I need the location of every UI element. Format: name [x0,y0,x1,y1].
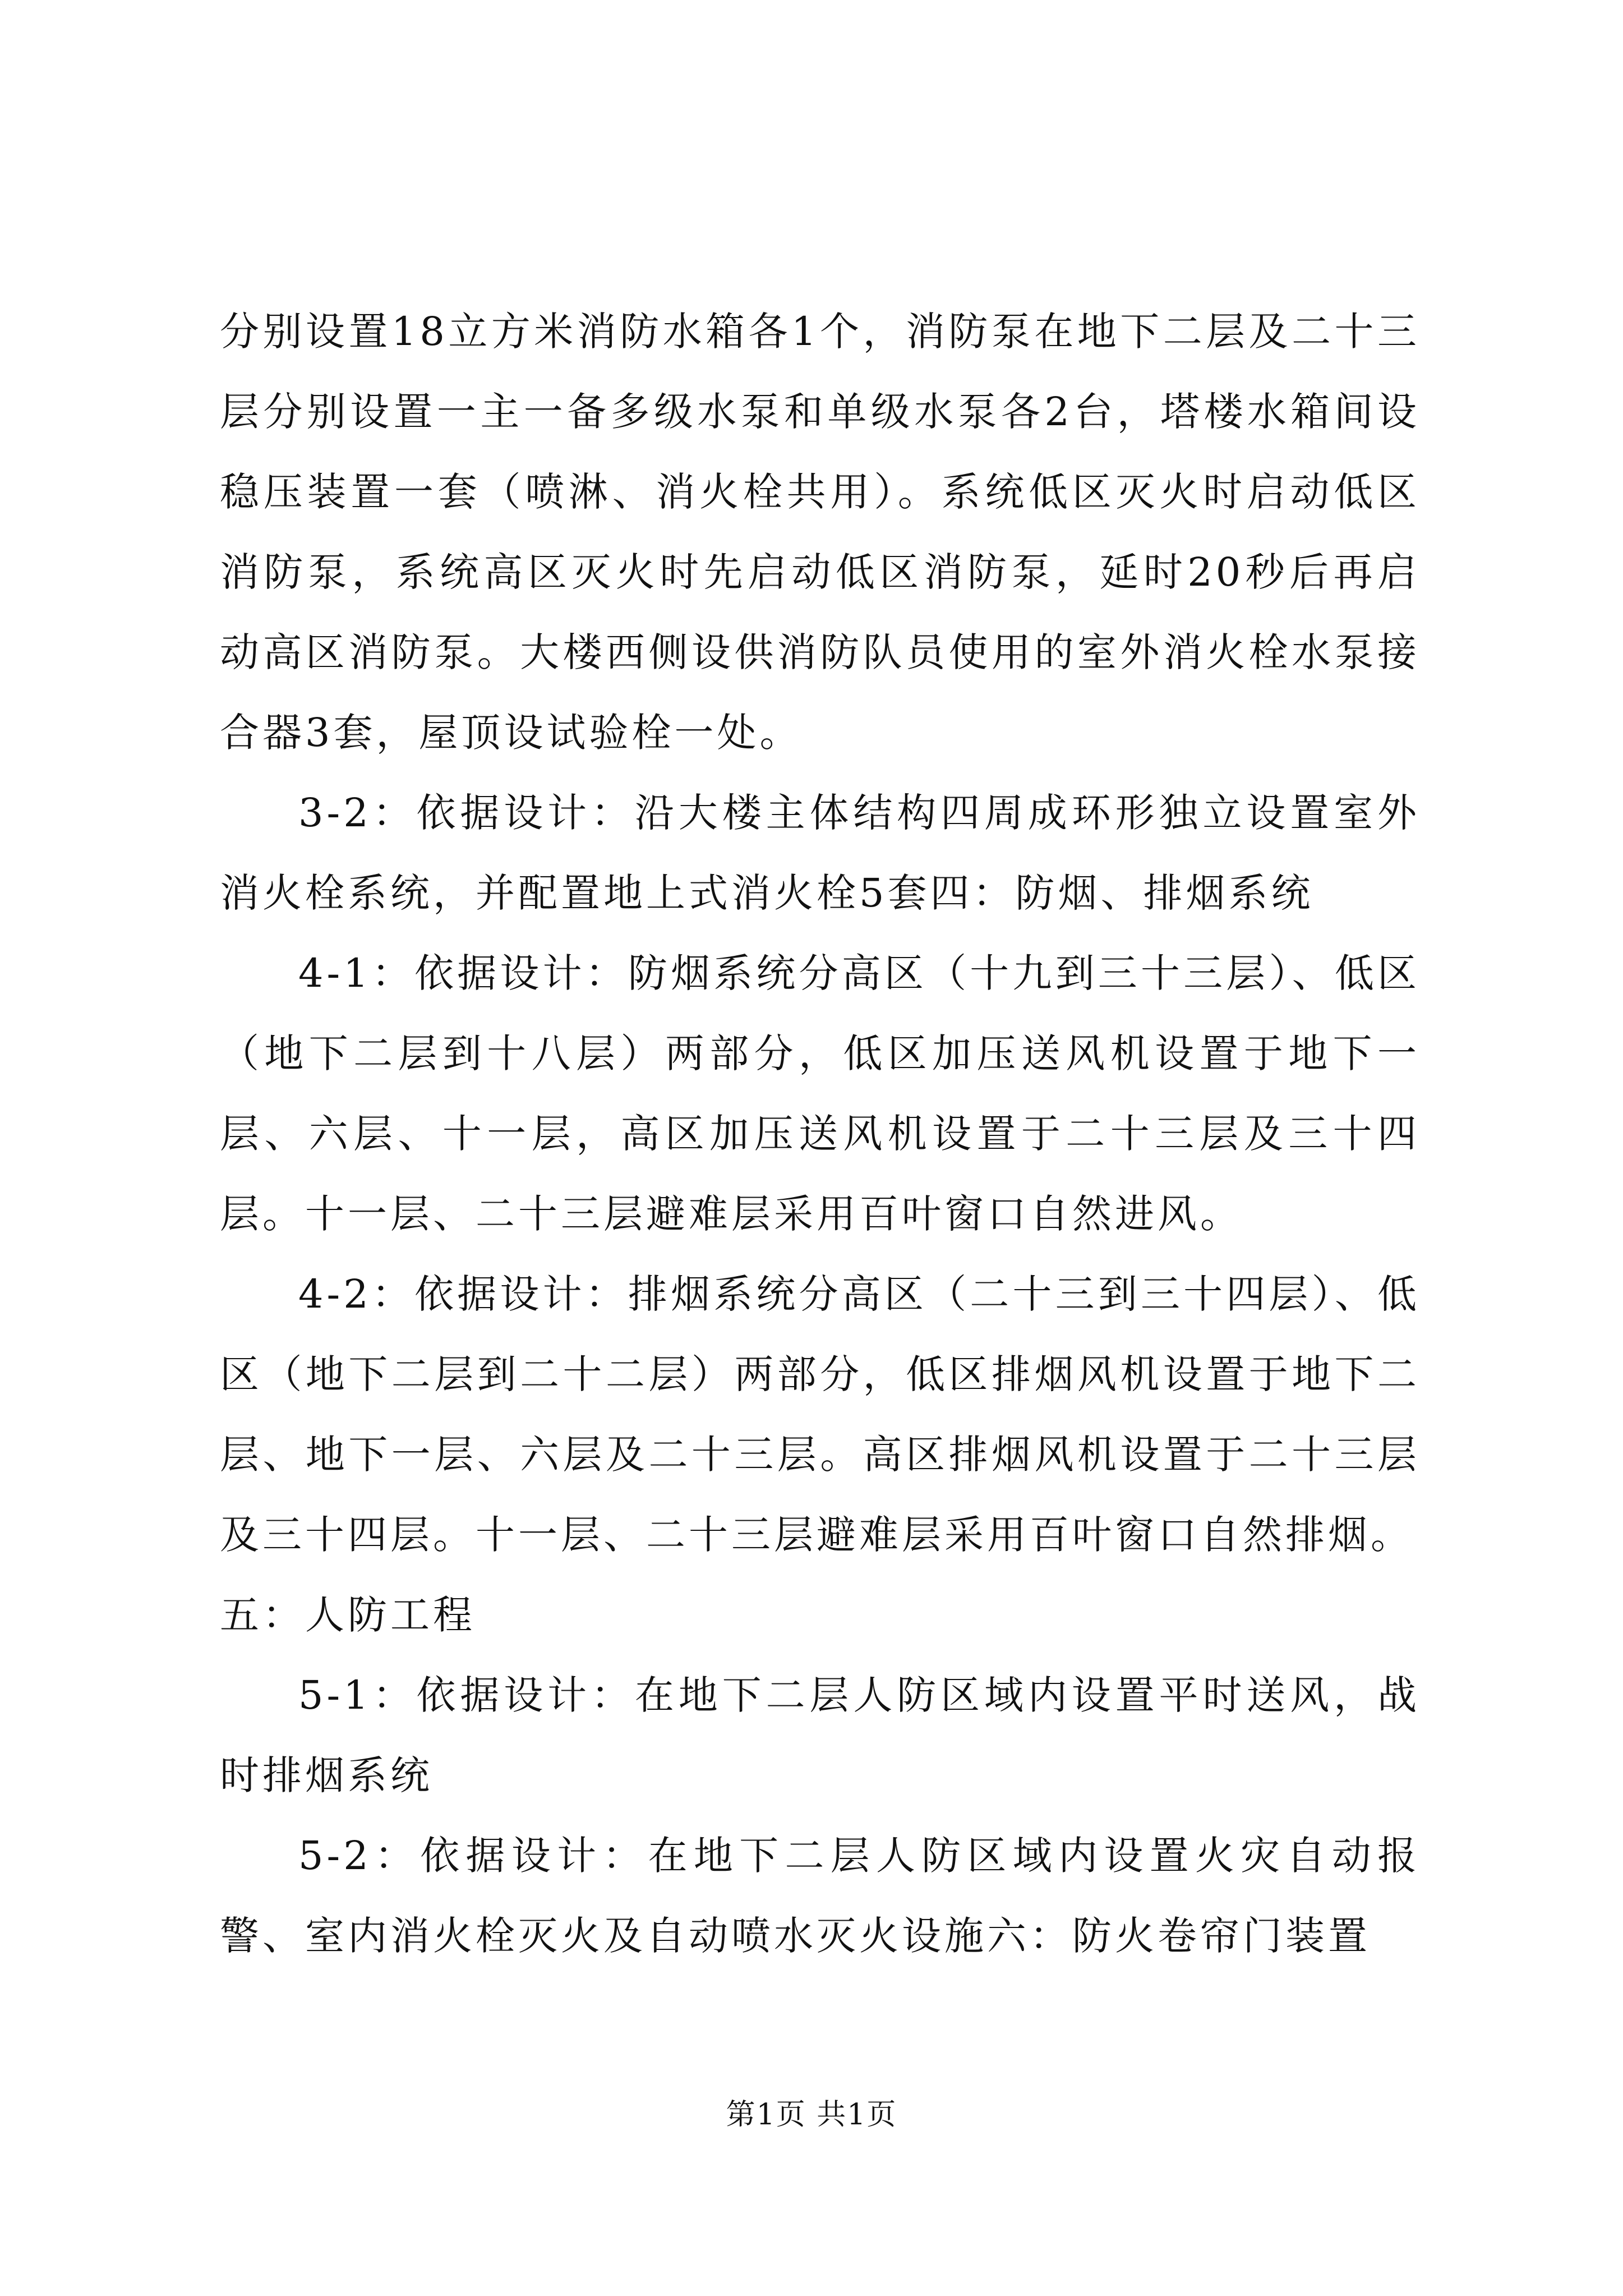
paragraph-fire-water-system: 分别设置18立方米消防水箱各1个，消防泵在地下二层及二十三层分别设置一主一备多级水泵和单级水泵各2台，塔楼水箱间设稳压装置一套（喷淋、消火栓共用）。系统低区灭火时启动低区消防泵，系统高区灭火时先启动低区消防泵，延时20秒后再启动高区消防泵。大楼西侧设供消防队员使用的室外消火栓水泵接合器3套，屋顶设试验栓一处。 [220,309,1420,756]
document-body [220,292,1420,1976]
paragraph-5-1: 5-1：依据设计：在地下二层人防区域内设置平时送风，战时排烟系统 [220,1672,1420,1798]
paragraph-4-2: 4-2：依据设计：排烟系统分高区（二十三到三十四层）、低区（地下二层到二十二层）两部分，低区排烟风机设置于地下二层、地下一层、六层及二十三层。高区排烟风机设置于二十三层及三十四层。十一层、二十三层避难层采用百叶窗口自然排烟。 [220,1271,1420,1558]
section-heading-civil-defense: 五：人防工程 [220,1592,476,1638]
paragraph-5-2: 5-2：依据设计：在地下二层人防区域内设置火灾自动报警、室内消火栓灭火及自动喷水灭火设施六：防火卷帘门装置 [220,1833,1420,1959]
paragraph-4-1: 4-1：依据设计：防烟系统分高区（十九到三十三层）、低区（地下二层到十八层）两部分，低区加压送风机设置于地下一层、六层、十一层，高区加压送风机设置于二十三层及三十四层。十一层、二十三层避难层采用百叶窗口自然进风。 [220,950,1420,1237]
paragraph-3-2: 3-2：依据设计：沿大楼主体结构四周成环形独立设置室外消火栓系统，并配置地上式消火栓5套四：防烟、排烟系统 [220,790,1420,916]
page-footer: 第1页 共1页 [726,2098,897,2132]
